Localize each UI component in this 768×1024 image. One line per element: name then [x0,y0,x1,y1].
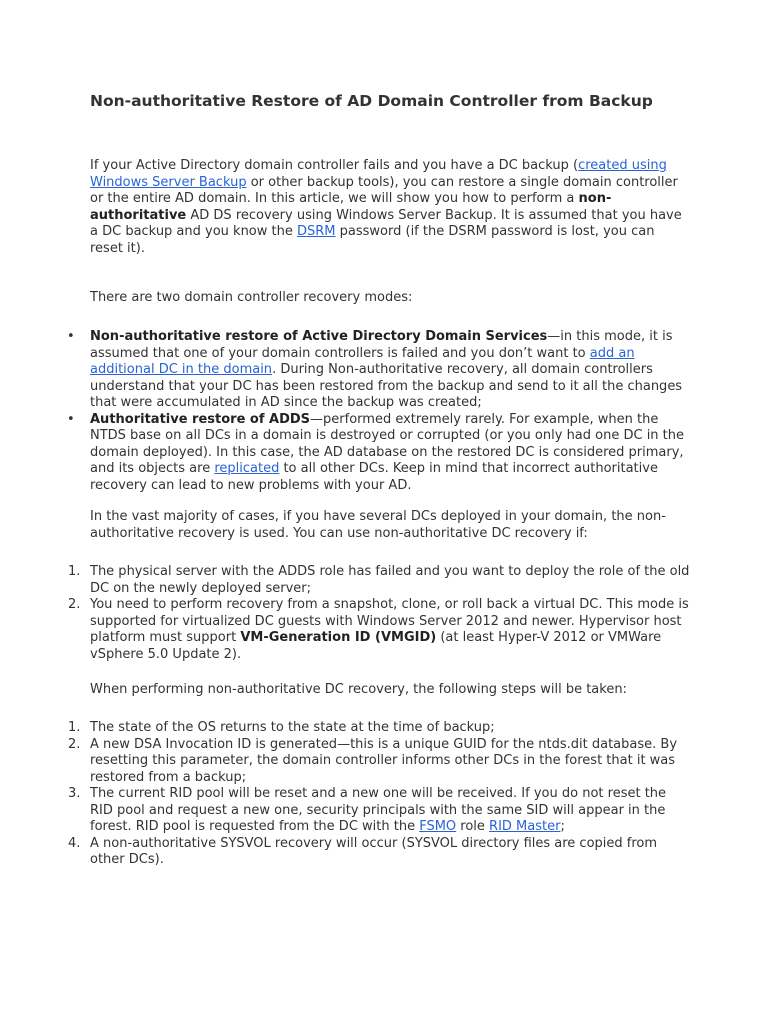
intro-text-3: AD DS recovery using Windows Server Backup. It is assumed that you have a DC backup and you know the [90,207,682,239]
link-fsmo[interactable]: FSMO [419,819,457,834]
majority-paragraph: In the vast majority of cases, if you have several DCs deployed in your domain, the non-authoritative recovery is used. You can use non-authoritative DC recovery if: [90,509,666,541]
list-number: 3. [68,786,81,801]
list-item-step-3 [68,786,690,836]
intro-bold-non-authoritative: non-authoritative [90,191,612,223]
link-dsrm[interactable]: DSRM [297,224,336,239]
intro-paragraph [90,158,690,257]
list-item-authoritative-mode [67,411,690,495]
list-number: 2. [68,736,81,752]
link-replicated[interactable]: replicated [214,461,280,476]
intro-text-1: If your Active Directory domain controller fails and you have a DC backup ( [90,158,579,173]
step-text-2: role [456,819,490,834]
bullet-marker: • [67,329,75,344]
intro-text-2: or other backup tools), you can restore a single domain controller or the entire AD domain. In this article, we will show you how to perform a [90,174,678,206]
intro-text-4: password (if the DSRM password is lost, you can reset it). [90,224,655,256]
mode-text-2: . During Non-authoritative recovery, all domain controllers understand that your DC has been restored from the backup and send to it all the changes that were accumulated in AD since the backup was created; [90,362,683,410]
link-add-additional-dc[interactable]: add an additional DC in the domain [90,345,635,377]
condition-text-1: You need to perform recovery from a snapshot, clone, or roll back a virtual DC. This mode is supported for virtualized DC guests with Windows Server 2012 and newer. Hypervisor host platform must support [90,597,689,645]
conditions-list [68,564,690,663]
page-title: Non-authoritative Restore of AD Domain Controller from Backup [90,92,653,110]
list-item-condition-1 [68,564,690,597]
mode-text-1: —in this mode, it is assumed that one of your domain controllers is failed and you don’t want to [90,329,673,361]
steps-list [68,720,690,869]
mode-title: Non-authoritative restore of Active Directory Domain Services [90,329,548,344]
step-text-1: The current RID pool will be reset and a new one will be received. If you do not reset the RID pool and request a new one, security principals with the same SID will appear in the forest. RID pool is requested from the DC with the [90,786,667,834]
step-text: A non-authoritative SYSVOL recovery will occur (SYSVOL directory files are copied from other DCs). [90,835,658,867]
link-created-using-windows-server-backup[interactable]: created using Windows Server Backup [90,158,667,190]
step-text: A new DSA Invocation ID is generated—this is a unique GUID for the ntds.dit database. By resetting this parameter, the domain controller informs other DCs in the forest that it was restored from a backup; [90,736,678,785]
list-number: 1. [68,564,81,579]
bullet-marker: • [67,411,75,427]
recovery-modes-list [67,329,690,494]
mode-text-1: —performed extremely rarely. For example, when the NTDS base on all DCs in a domain is destroyed or corrupted (or you only had one DC in the domain deployed). In this case, the AD database on the restored DC is considered primary, and its objects are [90,411,685,476]
step-text-3: ; [560,819,565,834]
list-item-step-1 [68,720,690,737]
step-text: The state of the OS returns to the state at the time of backup; [90,720,495,735]
link-rid-master[interactable]: RID Master [489,819,561,834]
list-item-step-2 [68,736,690,787]
list-item-non-authoritative-mode [67,329,690,412]
mode-text-2: to all other DCs. Keep in mind that incorrect authoritative recovery can lead to new problems with your AD. [90,461,658,493]
modes-intro-paragraph: There are two domain controller recovery modes: [90,290,413,305]
list-item-condition-2 [68,597,690,663]
condition-bold-vmgid: VM-Generation ID (VMGID) [240,630,437,645]
steps-intro-paragraph: When performing non-authoritative DC recovery, the following steps will be taken: [90,682,627,697]
list-number: 4. [68,835,81,851]
list-number: 2. [68,597,81,612]
list-item-step-4 [68,835,690,869]
condition-text-2: (at least Hyper-V 2012 or VMWare vSphere 5.0 Update 2). [90,630,662,662]
condition-text: The physical server with the ADDS role has failed and you want to deploy the role of the old DC on the newly deployed server; [90,564,690,596]
mode-title: Authoritative restore of ADDS [90,411,311,427]
list-number: 1. [68,720,81,735]
